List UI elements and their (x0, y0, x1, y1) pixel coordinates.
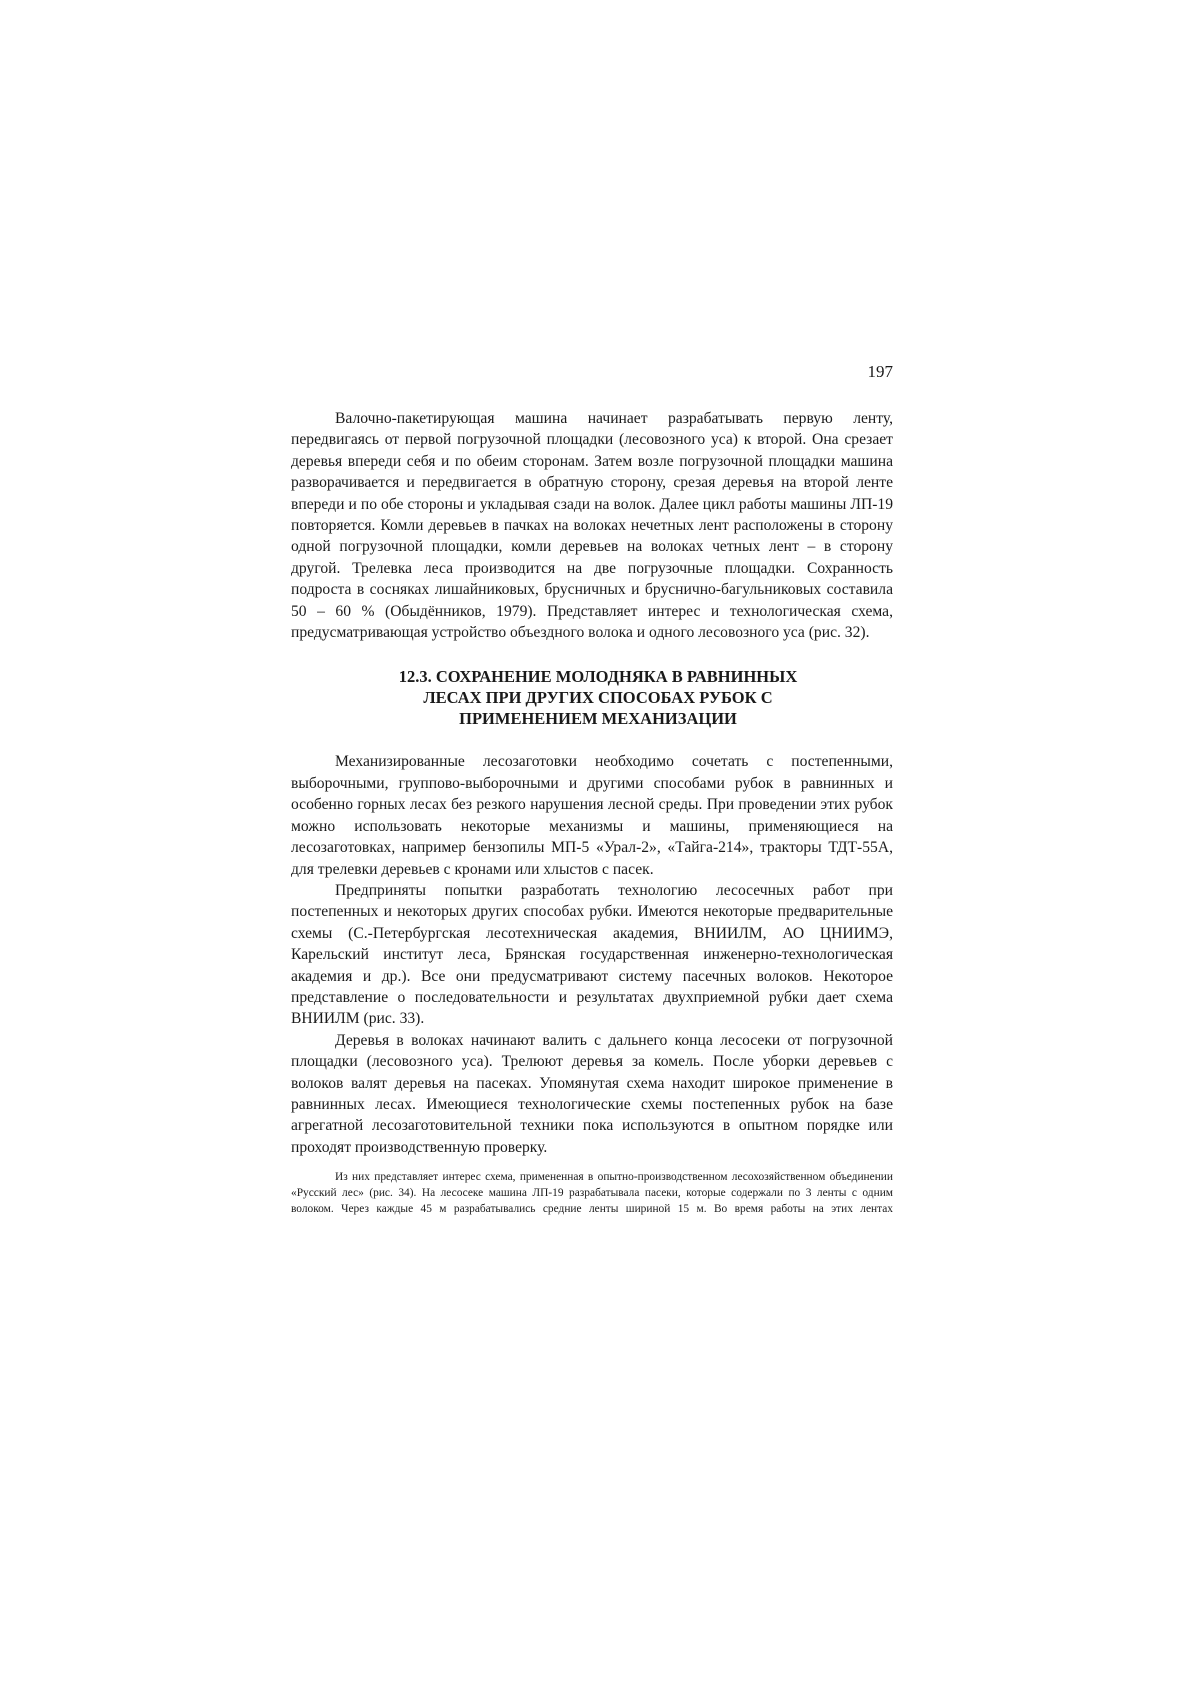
paragraph-machine-work: Валочно-пакетирующая машина начинает разрабатывать первую ленту, передвигаясь от первой погрузочной площадки (лесовозного уса) к второй. Она срезает деревья впереди себя и по обеим сторонам. Затем возле погрузочной площадки машина разворачивается и передвигается в обратную сторону, срезая деревья на второй ленте впереди и по обе стороны и укладывая сзади на волок. Далее цикл работы машины ЛП-19 повторяется. Комли деревьев в пачках на волоках нечетных лент расположены в сторону одной погрузочной площадки, комли деревьев на волоках четных лент – в сторону другой. Трелевка леса производится на две погрузочные площадки. Сохранность подроста в сосняках лишайниковых, брусничных и бруснично-багульниковых составила 50 – 60 % (Обыдёнников, 1979). Представляет интерес и технологическая схема, предусматривающая устройство объездного волока и одного лесовозного уса (рис. 32). (291, 410, 893, 642)
section-heading-line-2: ЛЕСАХ ПРИ ДРУГИХ СПОСОБАХ РУБОК С (423, 688, 773, 708)
section-heading-line-3: ПРИМЕНЕНИЕМ МЕХАНИЗАЦИИ (459, 709, 737, 729)
paragraph-technology-attempts: Предприняты попытки разработать технологию лесосечных работ при постепенных и некоторых других способах рубки. Имеются некоторые предварительные схемы (С.-Петербургская лесотехническая академия, ВНИИЛМ, АО ЦНИИМЭ, Карельский институт леса, Брянская государственная инженерно-технологическая академия и др.). Все они предусматривают систему пасечных волоков. Некоторое представление о последовательности и результатах двухприемной рубки дает схема ВНИИЛМ (рис. 33). (291, 881, 893, 1028)
paragraph-mechanized-logging: Механизированные лесозаготовки необходимо сочетать с постепенными, выборочными, группово-выборочными и другими способами рубок в равнинных и особенно горных лесах без резкого нарушения лесной среды. При проведении этих рубок можно использовать некоторые механизмы и машины, применяющиеся на лесозаготовках, например бензопилы МП-5 «Урал-2», «Тайга-214», тракторы ТДТ-55А, для трелевки деревьев с кронами или хлыстов с пасек. (291, 753, 893, 878)
section-heading-line-1: 12.3. СОХРАНЕНИЕ МОЛОДНЯКА В РАВНИННЫХ (398, 667, 798, 687)
small-print-paragraph: Из них представляет интерес схема, примененная в опытно-производственном лесохозяйственном объединении «Русский лес» (рис. 34). На лесосеке машина ЛП-19 разрабатывала пасеки, которые содержали по 3 ленты с одним волоком. Через каждые 45 м разрабатывались средние ленты шириной 15 м. Во время работы на этих лентах (291, 1171, 893, 1215)
page-number: 197 (867, 362, 893, 381)
body-text (291, 408, 893, 1218)
section-heading (291, 666, 893, 729)
paragraph-felling-order: Деревья в волоках начинают валить с дальнего конца лесосеки от погрузочной площадки (лесовозного уса). Трелюют деревья за комель. После уборки деревьев с волоков валят деревья на пасеках. Упомянутая схема находит широкое применение в равнинных лесах. Имеющиеся технологические схемы постепенных рубок на базе агрегатной лесозаготовительной техники пока используются в опытном порядке или проходят производственную проверку. (291, 1031, 893, 1156)
